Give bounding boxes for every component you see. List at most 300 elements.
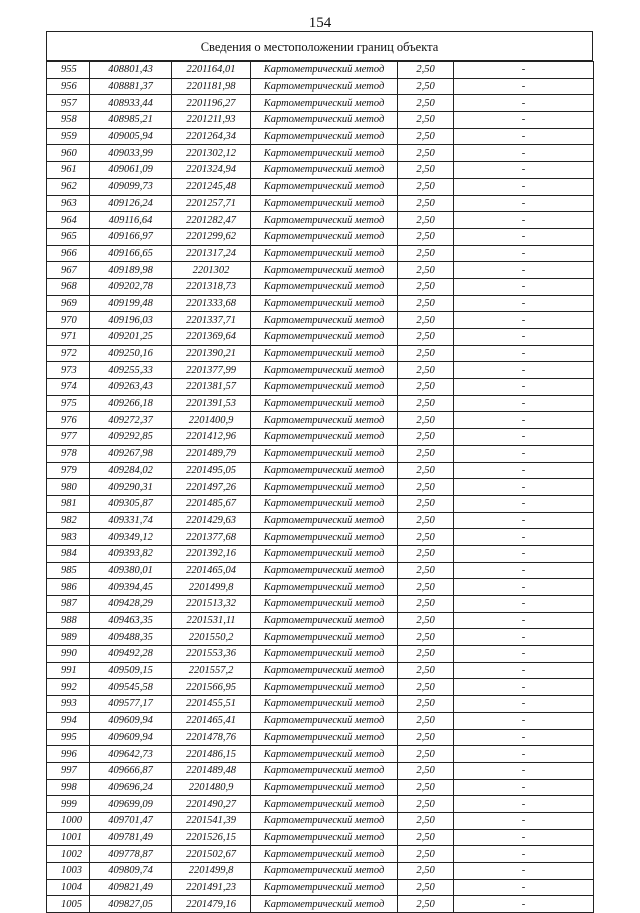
accuracy-cell: 2,50 <box>398 829 454 846</box>
accuracy-cell: 2,50 <box>398 295 454 312</box>
description-cell: - <box>454 112 594 129</box>
method-cell: Картометрический метод <box>251 812 398 829</box>
accuracy-cell: 2,50 <box>398 863 454 880</box>
y-coordinate-cell: 2201211,93 <box>172 112 251 129</box>
x-coordinate-cell: 409509,15 <box>90 662 172 679</box>
method-cell: Картометрический метод <box>251 362 398 379</box>
y-coordinate-cell: 2201369,64 <box>172 329 251 346</box>
description-cell: - <box>454 696 594 713</box>
point-number-cell: 987 <box>47 596 90 613</box>
description-cell: - <box>454 479 594 496</box>
method-cell: Картометрический метод <box>251 78 398 95</box>
x-coordinate-cell: 409305,87 <box>90 495 172 512</box>
point-number-cell: 967 <box>47 262 90 279</box>
point-number-cell: 975 <box>47 395 90 412</box>
method-cell: Картометрический метод <box>251 545 398 562</box>
method-cell: Картометрический метод <box>251 746 398 763</box>
description-cell: - <box>454 896 594 913</box>
y-coordinate-cell: 2201491,23 <box>172 879 251 896</box>
description-cell: - <box>454 596 594 613</box>
point-number-cell: 960 <box>47 145 90 162</box>
table-row <box>47 629 594 646</box>
point-number-cell: 998 <box>47 779 90 796</box>
description-cell: - <box>454 212 594 229</box>
table-row <box>47 796 594 813</box>
y-coordinate-cell: 2201245,48 <box>172 178 251 195</box>
accuracy-cell: 2,50 <box>398 879 454 896</box>
accuracy-cell: 2,50 <box>398 596 454 613</box>
point-number-cell: 982 <box>47 512 90 529</box>
x-coordinate-cell: 409061,09 <box>90 162 172 179</box>
x-coordinate-cell: 409577,17 <box>90 696 172 713</box>
accuracy-cell: 2,50 <box>398 228 454 245</box>
description-cell: - <box>454 529 594 546</box>
point-number-cell: 977 <box>47 429 90 446</box>
method-cell: Картометрический метод <box>251 145 398 162</box>
y-coordinate-cell: 2201497,26 <box>172 479 251 496</box>
table-row <box>47 245 594 262</box>
accuracy-cell: 2,50 <box>398 712 454 729</box>
table-row <box>47 495 594 512</box>
y-coordinate-cell: 2201181,98 <box>172 78 251 95</box>
table-row <box>47 62 594 79</box>
description-cell: - <box>454 545 594 562</box>
y-coordinate-cell: 2201164,01 <box>172 62 251 79</box>
description-cell: - <box>454 445 594 462</box>
x-coordinate-cell: 409393,82 <box>90 545 172 562</box>
method-cell: Картометрический метод <box>251 245 398 262</box>
x-coordinate-cell: 409201,25 <box>90 329 172 346</box>
method-cell: Картометрический метод <box>251 312 398 329</box>
point-number-cell: 984 <box>47 545 90 562</box>
method-cell: Картометрический метод <box>251 562 398 579</box>
x-coordinate-cell: 409701,47 <box>90 812 172 829</box>
point-number-cell: 1004 <box>47 879 90 896</box>
description-cell: - <box>454 145 594 162</box>
description-cell: - <box>454 646 594 663</box>
description-cell: - <box>454 579 594 596</box>
point-number-cell: 986 <box>47 579 90 596</box>
method-cell: Картометрический метод <box>251 195 398 212</box>
description-cell: - <box>454 412 594 429</box>
y-coordinate-cell: 2201489,79 <box>172 445 251 462</box>
table-row <box>47 278 594 295</box>
point-number-cell: 966 <box>47 245 90 262</box>
y-coordinate-cell: 2201257,71 <box>172 195 251 212</box>
x-coordinate-cell: 409545,58 <box>90 679 172 696</box>
method-cell: Картометрический метод <box>251 395 398 412</box>
method-cell: Картометрический метод <box>251 729 398 746</box>
method-cell: Картометрический метод <box>251 529 398 546</box>
table-row <box>47 612 594 629</box>
x-coordinate-cell: 409290,31 <box>90 479 172 496</box>
table-row <box>47 662 594 679</box>
accuracy-cell: 2,50 <box>398 646 454 663</box>
description-cell: - <box>454 812 594 829</box>
table-row <box>47 145 594 162</box>
table-row <box>47 178 594 195</box>
y-coordinate-cell: 2201531,11 <box>172 612 251 629</box>
y-coordinate-cell: 2201377,99 <box>172 362 251 379</box>
point-number-cell: 968 <box>47 278 90 295</box>
y-coordinate-cell: 2201196,27 <box>172 95 251 112</box>
method-cell: Картометрический метод <box>251 429 398 446</box>
accuracy-cell: 2,50 <box>398 212 454 229</box>
table-row <box>47 112 594 129</box>
x-coordinate-cell: 409428,29 <box>90 596 172 613</box>
x-coordinate-cell: 409821,49 <box>90 879 172 896</box>
x-coordinate-cell: 409272,37 <box>90 412 172 429</box>
y-coordinate-cell: 2201502,67 <box>172 846 251 863</box>
x-coordinate-cell: 409196,03 <box>90 312 172 329</box>
description-cell: - <box>454 312 594 329</box>
method-cell: Картометрический метод <box>251 863 398 880</box>
table-row <box>47 228 594 245</box>
accuracy-cell: 2,50 <box>398 245 454 262</box>
x-coordinate-cell: 409166,97 <box>90 228 172 245</box>
table-row <box>47 262 594 279</box>
accuracy-cell: 2,50 <box>398 662 454 679</box>
table-row <box>47 746 594 763</box>
y-coordinate-cell: 2201429,63 <box>172 512 251 529</box>
point-number-cell: 994 <box>47 712 90 729</box>
description-cell: - <box>454 612 594 629</box>
x-coordinate-cell: 409263,43 <box>90 379 172 396</box>
x-coordinate-cell: 409349,12 <box>90 529 172 546</box>
accuracy-cell: 2,50 <box>398 846 454 863</box>
method-cell: Картометрический метод <box>251 95 398 112</box>
method-cell: Картометрический метод <box>251 412 398 429</box>
point-number-cell: 988 <box>47 612 90 629</box>
method-cell: Картометрический метод <box>251 62 398 79</box>
y-coordinate-cell: 2201557,2 <box>172 662 251 679</box>
table-row <box>47 162 594 179</box>
description-cell: - <box>454 245 594 262</box>
x-coordinate-cell: 409331,74 <box>90 512 172 529</box>
point-number-cell: 996 <box>47 746 90 763</box>
method-cell: Картометрический метод <box>251 612 398 629</box>
point-number-cell: 964 <box>47 212 90 229</box>
point-number-cell: 979 <box>47 462 90 479</box>
accuracy-cell: 2,50 <box>398 462 454 479</box>
table-row <box>47 395 594 412</box>
accuracy-cell: 2,50 <box>398 379 454 396</box>
y-coordinate-cell: 2201381,57 <box>172 379 251 396</box>
page-number: 154 <box>308 15 332 31</box>
point-number-cell: 990 <box>47 646 90 663</box>
point-number-cell: 962 <box>47 178 90 195</box>
table-row <box>47 879 594 896</box>
y-coordinate-cell: 2201495,05 <box>172 462 251 479</box>
y-coordinate-cell: 2201499,8 <box>172 863 251 880</box>
description-cell: - <box>454 629 594 646</box>
y-coordinate-cell: 2201490,27 <box>172 796 251 813</box>
point-number-cell: 985 <box>47 562 90 579</box>
accuracy-cell: 2,50 <box>398 412 454 429</box>
accuracy-cell: 2,50 <box>398 62 454 79</box>
y-coordinate-cell: 2201465,41 <box>172 712 251 729</box>
description-cell: - <box>454 712 594 729</box>
y-coordinate-cell: 2201400,9 <box>172 412 251 429</box>
point-number-cell: 983 <box>47 529 90 546</box>
table-row <box>47 212 594 229</box>
x-coordinate-cell: 409778,87 <box>90 846 172 863</box>
table-row <box>47 78 594 95</box>
description-cell: - <box>454 195 594 212</box>
y-coordinate-cell: 2201480,9 <box>172 779 251 796</box>
x-coordinate-cell: 409099,73 <box>90 178 172 195</box>
x-coordinate-cell: 409199,48 <box>90 295 172 312</box>
y-coordinate-cell: 2201337,71 <box>172 312 251 329</box>
point-number-cell: 980 <box>47 479 90 496</box>
table-row <box>47 479 594 496</box>
accuracy-cell: 2,50 <box>398 195 454 212</box>
method-cell: Картометрический метод <box>251 329 398 346</box>
method-cell: Картометрический метод <box>251 879 398 896</box>
x-coordinate-cell: 409488,35 <box>90 629 172 646</box>
point-number-cell: 993 <box>47 696 90 713</box>
accuracy-cell: 2,50 <box>398 812 454 829</box>
accuracy-cell: 2,50 <box>398 429 454 446</box>
description-cell: - <box>454 762 594 779</box>
y-coordinate-cell: 2201455,51 <box>172 696 251 713</box>
y-coordinate-cell: 2201412,96 <box>172 429 251 446</box>
x-coordinate-cell: 408881,37 <box>90 78 172 95</box>
x-coordinate-cell: 409202,78 <box>90 278 172 295</box>
table-row <box>47 379 594 396</box>
x-coordinate-cell: 409005,94 <box>90 128 172 145</box>
description-cell: - <box>454 95 594 112</box>
accuracy-cell: 2,50 <box>398 312 454 329</box>
table-row <box>47 512 594 529</box>
x-coordinate-cell: 409116,64 <box>90 212 172 229</box>
y-coordinate-cell: 2201465,04 <box>172 562 251 579</box>
y-coordinate-cell: 2201299,62 <box>172 228 251 245</box>
y-coordinate-cell: 2201390,21 <box>172 345 251 362</box>
point-number-cell: 955 <box>47 62 90 79</box>
description-cell: - <box>454 128 594 145</box>
method-cell: Картометрический метод <box>251 629 398 646</box>
method-cell: Картометрический метод <box>251 679 398 696</box>
x-coordinate-cell: 409189,98 <box>90 262 172 279</box>
y-coordinate-cell: 2201513,32 <box>172 596 251 613</box>
table-row <box>47 329 594 346</box>
table-row <box>47 412 594 429</box>
table-row <box>47 545 594 562</box>
y-coordinate-cell: 2201489,48 <box>172 762 251 779</box>
y-coordinate-cell: 2201566,95 <box>172 679 251 696</box>
accuracy-cell: 2,50 <box>398 512 454 529</box>
method-cell: Картометрический метод <box>251 896 398 913</box>
x-coordinate-cell: 409492,28 <box>90 646 172 663</box>
point-number-cell: 972 <box>47 345 90 362</box>
x-coordinate-cell: 408985,21 <box>90 112 172 129</box>
y-coordinate-cell: 2201391,53 <box>172 395 251 412</box>
accuracy-cell: 2,50 <box>398 495 454 512</box>
accuracy-cell: 2,50 <box>398 729 454 746</box>
accuracy-cell: 2,50 <box>398 145 454 162</box>
description-cell: - <box>454 796 594 813</box>
accuracy-cell: 2,50 <box>398 329 454 346</box>
description-cell: - <box>454 228 594 245</box>
point-number-cell: 971 <box>47 329 90 346</box>
method-cell: Картометрический метод <box>251 495 398 512</box>
x-coordinate-cell: 409266,18 <box>90 395 172 412</box>
y-coordinate-cell: 2201302 <box>172 262 251 279</box>
method-cell: Картометрический метод <box>251 345 398 362</box>
y-coordinate-cell: 2201478,76 <box>172 729 251 746</box>
method-cell: Картометрический метод <box>251 178 398 195</box>
accuracy-cell: 2,50 <box>398 679 454 696</box>
accuracy-cell: 2,50 <box>398 779 454 796</box>
accuracy-cell: 2,50 <box>398 479 454 496</box>
description-cell: - <box>454 295 594 312</box>
point-number-cell: 961 <box>47 162 90 179</box>
y-coordinate-cell: 2201499,8 <box>172 579 251 596</box>
method-cell: Картометрический метод <box>251 278 398 295</box>
table-row <box>47 312 594 329</box>
table-row <box>47 345 594 362</box>
y-coordinate-cell: 2201541,39 <box>172 812 251 829</box>
description-cell: - <box>454 662 594 679</box>
accuracy-cell: 2,50 <box>398 178 454 195</box>
x-coordinate-cell: 409394,45 <box>90 579 172 596</box>
y-coordinate-cell: 2201526,15 <box>172 829 251 846</box>
x-coordinate-cell: 409033,99 <box>90 145 172 162</box>
point-number-cell: 976 <box>47 412 90 429</box>
description-cell: - <box>454 746 594 763</box>
point-number-cell: 1000 <box>47 812 90 829</box>
description-cell: - <box>454 162 594 179</box>
x-coordinate-cell: 409284,02 <box>90 462 172 479</box>
table-row <box>47 829 594 846</box>
method-cell: Картометрический метод <box>251 379 398 396</box>
table-row <box>47 579 594 596</box>
description-cell: - <box>454 345 594 362</box>
y-coordinate-cell: 2201479,16 <box>172 896 251 913</box>
x-coordinate-cell: 409696,24 <box>90 779 172 796</box>
point-number-cell: 965 <box>47 228 90 245</box>
table-row <box>47 128 594 145</box>
description-cell: - <box>454 829 594 846</box>
x-coordinate-cell: 408801,43 <box>90 62 172 79</box>
accuracy-cell: 2,50 <box>398 612 454 629</box>
point-number-cell: 992 <box>47 679 90 696</box>
description-cell: - <box>454 262 594 279</box>
point-number-cell: 958 <box>47 112 90 129</box>
method-cell: Картометрический метод <box>251 779 398 796</box>
table-row <box>47 95 594 112</box>
y-coordinate-cell: 2201317,24 <box>172 245 251 262</box>
x-coordinate-cell: 409609,94 <box>90 712 172 729</box>
point-number-cell: 1001 <box>47 829 90 846</box>
accuracy-cell: 2,50 <box>398 579 454 596</box>
table-row <box>47 812 594 829</box>
method-cell: Картометрический метод <box>251 295 398 312</box>
x-coordinate-cell: 409809,74 <box>90 863 172 880</box>
table-row <box>47 429 594 446</box>
accuracy-cell: 2,50 <box>398 112 454 129</box>
description-cell: - <box>454 495 594 512</box>
accuracy-cell: 2,50 <box>398 362 454 379</box>
method-cell: Картометрический метод <box>251 712 398 729</box>
description-cell: - <box>454 78 594 95</box>
method-cell: Картометрический метод <box>251 462 398 479</box>
table-row <box>47 362 594 379</box>
method-cell: Картометрический метод <box>251 596 398 613</box>
x-coordinate-cell: 409642,73 <box>90 746 172 763</box>
description-cell: - <box>454 395 594 412</box>
point-number-cell: 957 <box>47 95 90 112</box>
accuracy-cell: 2,50 <box>398 345 454 362</box>
point-number-cell: 991 <box>47 662 90 679</box>
description-cell: - <box>454 362 594 379</box>
accuracy-cell: 2,50 <box>398 278 454 295</box>
point-number-cell: 963 <box>47 195 90 212</box>
table-row <box>47 846 594 863</box>
accuracy-cell: 2,50 <box>398 762 454 779</box>
point-number-cell: 989 <box>47 629 90 646</box>
table-body <box>47 62 594 913</box>
table-row <box>47 445 594 462</box>
description-cell: - <box>454 779 594 796</box>
y-coordinate-cell: 2201318,73 <box>172 278 251 295</box>
y-coordinate-cell: 2201553,36 <box>172 646 251 663</box>
description-cell: - <box>454 729 594 746</box>
accuracy-cell: 2,50 <box>398 746 454 763</box>
description-cell: - <box>454 846 594 863</box>
x-coordinate-cell: 409267,98 <box>90 445 172 462</box>
accuracy-cell: 2,50 <box>398 262 454 279</box>
method-cell: Картометрический метод <box>251 445 398 462</box>
y-coordinate-cell: 2201377,68 <box>172 529 251 546</box>
x-coordinate-cell: 409380,01 <box>90 562 172 579</box>
table-row <box>47 646 594 663</box>
method-cell: Картометрический метод <box>251 128 398 145</box>
method-cell: Картометрический метод <box>251 479 398 496</box>
section-title: Сведения о местоположении границ объекта <box>46 31 593 61</box>
description-cell: - <box>454 329 594 346</box>
accuracy-cell: 2,50 <box>398 545 454 562</box>
point-number-cell: 970 <box>47 312 90 329</box>
point-number-cell: 1002 <box>47 846 90 863</box>
x-coordinate-cell: 409609,94 <box>90 729 172 746</box>
method-cell: Картометрический метод <box>251 696 398 713</box>
point-number-cell: 956 <box>47 78 90 95</box>
accuracy-cell: 2,50 <box>398 162 454 179</box>
description-cell: - <box>454 62 594 79</box>
table-row <box>47 462 594 479</box>
method-cell: Картометрический метод <box>251 662 398 679</box>
point-number-cell: 973 <box>47 362 90 379</box>
method-cell: Картометрический метод <box>251 212 398 229</box>
table-row <box>47 562 594 579</box>
description-cell: - <box>454 178 594 195</box>
table-row <box>47 712 594 729</box>
table-row <box>47 195 594 212</box>
method-cell: Картометрический метод <box>251 512 398 529</box>
accuracy-cell: 2,50 <box>398 562 454 579</box>
point-number-cell: 981 <box>47 495 90 512</box>
table-row <box>47 762 594 779</box>
description-cell: - <box>454 462 594 479</box>
accuracy-cell: 2,50 <box>398 696 454 713</box>
method-cell: Картометрический метод <box>251 162 398 179</box>
table-row <box>47 896 594 913</box>
description-cell: - <box>454 512 594 529</box>
method-cell: Картометрический метод <box>251 262 398 279</box>
x-coordinate-cell: 409463,35 <box>90 612 172 629</box>
